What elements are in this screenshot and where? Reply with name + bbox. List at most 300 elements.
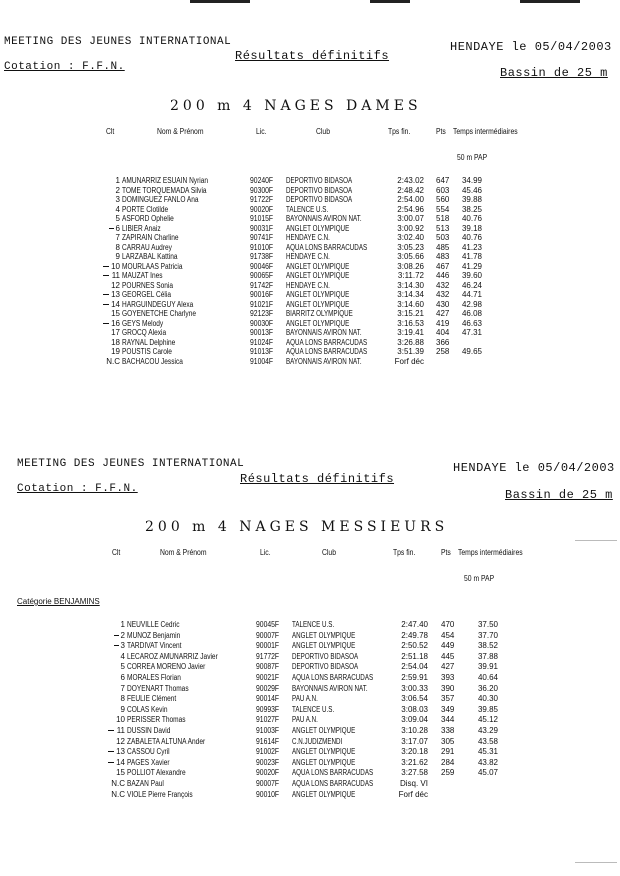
row-club: TALENCE U.S. xyxy=(292,704,335,714)
row-time: 2:47.40 xyxy=(401,620,428,629)
row-name: GROCQ Alexia xyxy=(122,328,167,337)
row-rank: 4 xyxy=(120,651,125,661)
row-rank: 4 xyxy=(115,204,120,214)
results-label: Résultats définitifs xyxy=(240,472,395,486)
row-split: 44.71 xyxy=(461,290,482,299)
row-points: 284 xyxy=(441,757,455,767)
row-rank: 15 xyxy=(111,309,120,318)
row-points: 430 xyxy=(436,299,450,309)
row-club: TALENCE U.S. xyxy=(286,204,329,214)
row-licence: 90029F xyxy=(256,683,280,693)
row-rank: 7 xyxy=(115,233,120,242)
row-points: 291 xyxy=(441,747,455,757)
row-rank: 6 xyxy=(115,223,120,233)
row-club: HENDAYE C.N. xyxy=(286,280,330,290)
event-title: 200 m 4 NAGES DAMES xyxy=(170,98,422,114)
row-time: 3:20.18 xyxy=(401,747,428,757)
row-rank: 2 xyxy=(120,630,125,640)
row-licence: 91015F xyxy=(250,214,274,223)
row-licence: 90087F xyxy=(256,662,280,672)
row-points: 554 xyxy=(436,204,450,214)
col-name: Nom & Prénom xyxy=(160,548,207,557)
row-licence: 91013F xyxy=(250,347,274,356)
table-row xyxy=(0,652,620,662)
row-club: DEPORTIVO BIDASOA xyxy=(286,176,353,185)
row-licence: 90046F xyxy=(250,261,274,271)
table-row xyxy=(0,726,620,736)
row-licence: 90023F xyxy=(256,757,280,767)
row-name: DUSSIN David xyxy=(127,726,171,735)
row-split: 40.76 xyxy=(461,214,482,223)
row-club: HENDAYE C.N. xyxy=(286,252,330,261)
row-club: ANGLET OLYMPIQUE xyxy=(292,789,356,799)
row-club: AQUA LONS BARRACUDAS xyxy=(292,768,374,778)
cotation: Cotation : F.F.N. xyxy=(17,483,138,495)
row-club: DEPORTIVO BIDASOA xyxy=(292,662,359,672)
row-rank: 15 xyxy=(116,768,125,778)
meet-title: MEETING DES JEUNES INTERNATIONAL xyxy=(17,458,245,470)
table-row xyxy=(0,747,620,757)
row-time: 3:14.60 xyxy=(397,299,424,309)
row-name: RAYNAL Delphine xyxy=(122,337,176,347)
table-row xyxy=(0,205,620,215)
row-licence: 92123F xyxy=(250,309,274,318)
row-time: 3:15.21 xyxy=(397,309,424,318)
col-club: Club xyxy=(316,127,330,136)
row-licence: 90020F xyxy=(250,204,274,214)
row-rank: 11 xyxy=(116,726,125,735)
pool-length: Bassin de 25 m xyxy=(500,66,608,80)
row-rank: 1 xyxy=(120,620,125,629)
row-licence: 90014F xyxy=(256,694,280,704)
row-time: 2:59.91 xyxy=(401,673,428,682)
row-time: 3:11.72 xyxy=(397,271,424,280)
col-licence: Lic. xyxy=(260,548,271,557)
row-points: 647 xyxy=(436,176,450,185)
row-split: 41.29 xyxy=(461,261,482,271)
row-time: 2:43.02 xyxy=(397,176,424,185)
results-label: Résultats définitifs xyxy=(235,49,390,63)
row-time: 3:19.41 xyxy=(397,328,424,337)
row-rank: 14 xyxy=(116,757,125,767)
row-name: AMUNARRIZ ESUAIN Nyrian xyxy=(122,176,209,185)
row-name: COLAS Kevin xyxy=(127,704,168,714)
row-rank: N.C xyxy=(111,779,125,788)
table-row xyxy=(0,790,620,800)
location-date: HENDAYE le 05/04/2003 xyxy=(450,40,612,54)
row-name: TOME TORQUEMADA Silvia xyxy=(122,185,207,195)
row-rank: 1 xyxy=(115,176,120,185)
row-points: 419 xyxy=(436,318,450,328)
row-licence: 90300F xyxy=(250,185,274,195)
row-name: TARDIVAT Vincent xyxy=(127,641,182,651)
row-rank: 3 xyxy=(115,195,120,204)
row-points: 258 xyxy=(436,347,450,356)
row-points: 259 xyxy=(441,768,455,778)
cotation: Cotation : F.F.N. xyxy=(4,61,125,73)
table-row xyxy=(0,328,620,338)
row-name: CASSOU Cyril xyxy=(127,747,170,757)
table-row xyxy=(0,662,620,672)
row-club: C.N.JUDIZMENDI xyxy=(292,736,343,746)
row-licence: 91010F xyxy=(250,242,274,252)
row-time: 2:54.04 xyxy=(401,662,428,672)
row-name: GOYENETCHE Charlyne xyxy=(122,309,197,318)
row-licence: 90016F xyxy=(250,290,274,299)
row-name: FEULIE Clément xyxy=(127,694,177,704)
row-points: 393 xyxy=(441,673,455,682)
table-row xyxy=(0,779,620,789)
row-licence: 91614F xyxy=(256,736,280,746)
row-points: 513 xyxy=(436,223,450,233)
row-rank: 13 xyxy=(111,290,120,299)
row-rank: 10 xyxy=(111,261,120,271)
col-points: Pts xyxy=(441,548,451,557)
row-rank: 12 xyxy=(116,736,125,746)
row-rank: 5 xyxy=(120,662,125,672)
row-club: ANGLET OLYMPIQUE xyxy=(286,223,350,233)
row-licence: 91004F xyxy=(250,356,274,366)
row-club: BAYONNAIS AVIRON NAT. xyxy=(292,683,368,693)
row-split: 40.76 xyxy=(461,233,482,242)
row-name: MORALES Florian xyxy=(127,673,181,682)
row-time: 3:09.04 xyxy=(401,715,428,725)
row-name: MUNOZ Benjamin xyxy=(127,630,181,640)
table-row xyxy=(0,347,620,357)
table-row xyxy=(0,271,620,281)
row-name: VIOLE Pierre François xyxy=(127,789,193,799)
row-time: 3:14.30 xyxy=(397,280,424,290)
table-row xyxy=(0,694,620,704)
row-rank: 14 xyxy=(111,299,120,309)
meet-title: MEETING DES JEUNES INTERNATIONAL xyxy=(4,36,232,48)
table-row xyxy=(0,195,620,205)
row-club: AQUA LONS BARRACUDAS xyxy=(292,673,374,682)
row-name: MAUZAT Ines xyxy=(122,271,163,280)
row-points: 432 xyxy=(436,280,450,290)
row-split: 42.98 xyxy=(461,299,482,309)
row-split: 38.25 xyxy=(461,204,482,214)
row-split: 41.23 xyxy=(461,242,482,252)
row-name: MOURLAAS Patricia xyxy=(122,261,183,271)
row-points: 445 xyxy=(441,651,455,661)
row-licence: 90993F xyxy=(256,704,280,714)
row-licence: 90741F xyxy=(250,233,274,242)
row-name: HARGUINDEGUY Alexa xyxy=(122,299,194,309)
row-split: 40.64 xyxy=(477,673,498,682)
row-club: ANGLET OLYMPIQUE xyxy=(286,299,350,309)
row-name: ZAPIRAIN Charline xyxy=(122,233,179,242)
row-points: 446 xyxy=(436,271,450,280)
row-rank: 3 xyxy=(120,641,125,651)
row-split: 37.50 xyxy=(477,620,498,629)
row-points: 338 xyxy=(441,726,455,735)
col-time: Tps fin. xyxy=(388,127,411,136)
col-rank: Clt xyxy=(112,548,121,557)
row-rank: 12 xyxy=(111,280,120,290)
row-name: DOYENART Thomas xyxy=(127,683,189,693)
row-name: DOMINGUEZ FANLO Ana xyxy=(122,195,199,204)
row-time: 3:08.26 xyxy=(397,261,424,271)
row-split: 45.31 xyxy=(477,747,498,757)
row-licence: 91024F xyxy=(250,337,274,347)
row-points: 357 xyxy=(441,694,455,704)
row-time: 2:54.00 xyxy=(397,195,424,204)
row-split: 41.78 xyxy=(461,252,482,261)
col-splits: Temps intermédiaires xyxy=(453,127,518,136)
row-points: 427 xyxy=(436,309,450,318)
row-time: 3:05.23 xyxy=(397,242,424,252)
row-time: 3:00.92 xyxy=(397,223,424,233)
table-row xyxy=(0,684,620,694)
row-time: 2:49.78 xyxy=(401,630,428,640)
col-time: Tps fin. xyxy=(393,548,416,557)
row-club: BIARRITZ OLYMPIQUE xyxy=(286,309,353,318)
row-rank: 9 xyxy=(120,704,125,714)
row-time: Disq. VI xyxy=(399,779,428,788)
row-name: LIBIER Anaiz xyxy=(122,223,161,233)
row-time: 2:50.52 xyxy=(401,641,428,651)
row-points: 432 xyxy=(436,290,450,299)
row-name: LECAROZ AMUNARRIZ Javier xyxy=(127,651,218,661)
row-licence: 90020F xyxy=(256,768,280,778)
row-club: AQUA LONS BARRACUDAS xyxy=(292,779,374,788)
row-club: BAYONNAIS AVIRON NAT. xyxy=(286,328,362,337)
row-split: 49.65 xyxy=(461,347,482,356)
row-licence: 91738F xyxy=(250,252,274,261)
row-rank: 11 xyxy=(111,271,120,280)
row-time: 3:00.33 xyxy=(401,683,428,693)
row-points: 344 xyxy=(441,715,455,725)
row-name: POLLIOT Alexandre xyxy=(127,768,186,778)
col-split-sub: 50 m PAP xyxy=(464,574,495,583)
col-licence: Lic. xyxy=(256,127,267,136)
col-rank: Clt xyxy=(106,127,115,136)
table-row xyxy=(0,768,620,778)
row-time: 3:21.62 xyxy=(401,757,428,767)
row-time: 2:51.18 xyxy=(401,651,428,661)
row-points: 560 xyxy=(436,195,450,204)
row-name: CORREA MORENO Javier xyxy=(127,662,206,672)
row-club: AQUA LONS BARRACUDAS xyxy=(286,242,368,252)
row-club: ANGLET OLYMPIQUE xyxy=(292,641,356,651)
row-rank: 2 xyxy=(115,185,120,195)
table-row xyxy=(0,705,620,715)
row-points: 483 xyxy=(436,252,450,261)
pool-length: Bassin de 25 m xyxy=(505,488,613,502)
row-name: GEYS Melody xyxy=(122,318,164,328)
row-split: 43.29 xyxy=(477,726,498,735)
row-points: 366 xyxy=(436,337,450,347)
row-club: BAYONNAIS AVIRON NAT. xyxy=(286,356,362,366)
row-split: 39.60 xyxy=(461,271,482,280)
row-split: 45.07 xyxy=(477,768,498,778)
row-rank: 8 xyxy=(120,694,125,704)
row-time: 3:26.88 xyxy=(397,337,424,347)
row-name: PAGES Xavier xyxy=(127,757,170,767)
table-row xyxy=(0,224,620,234)
col-split-sub: 50 m PAP xyxy=(457,153,488,162)
row-rank: 7 xyxy=(120,683,125,693)
row-licence: 91021F xyxy=(250,299,274,309)
row-club: ANGLET OLYMPIQUE xyxy=(292,630,356,640)
row-club: PAU A.N. xyxy=(292,694,318,704)
table-row xyxy=(0,620,620,630)
row-name: ASFORD Ophelie xyxy=(122,214,174,223)
table-row xyxy=(0,631,620,641)
category-label: Catégorie BENJAMINS xyxy=(17,597,100,606)
row-name: BACHACOU Jessica xyxy=(122,356,183,366)
row-club: DEPORTIVO BIDASOA xyxy=(286,185,353,195)
row-points: 305 xyxy=(441,736,455,746)
row-split: 45.46 xyxy=(461,185,482,195)
row-licence: 90240F xyxy=(250,176,274,185)
table-row xyxy=(0,737,620,747)
row-points: 349 xyxy=(441,704,455,714)
row-club: AQUA LONS BARRACUDAS xyxy=(286,347,368,356)
row-time: 3:10.28 xyxy=(401,726,428,735)
row-split: 37.88 xyxy=(477,651,498,661)
row-club: ANGLET OLYMPIQUE xyxy=(292,747,356,757)
row-split: 46.08 xyxy=(461,309,482,318)
row-points: 390 xyxy=(441,683,455,693)
row-rank: 17 xyxy=(111,328,120,337)
row-time: Forf déc xyxy=(394,356,424,366)
table-row xyxy=(0,309,620,319)
row-licence: 90031F xyxy=(250,223,274,233)
row-club: ANGLET OLYMPIQUE xyxy=(292,726,356,735)
row-rank: N.C xyxy=(111,789,125,799)
row-licence: 91722F xyxy=(250,195,274,204)
table-row xyxy=(0,233,620,243)
row-licence: 90013F xyxy=(250,328,274,337)
row-time: 3:06.54 xyxy=(401,694,428,704)
table-row xyxy=(0,176,620,186)
scan-artifact xyxy=(575,862,617,863)
row-split: 38.52 xyxy=(477,641,498,651)
row-time: 3:17.07 xyxy=(401,736,428,746)
col-splits: Temps intermédiaires xyxy=(458,548,523,557)
table-row xyxy=(0,186,620,196)
table-row xyxy=(0,243,620,253)
row-points: 603 xyxy=(436,185,450,195)
row-licence: 90001F xyxy=(256,641,280,651)
row-name: NEUVILLE Cedric xyxy=(127,620,180,629)
row-rank: 8 xyxy=(115,242,120,252)
row-points: 427 xyxy=(441,662,455,672)
row-split: 37.70 xyxy=(477,630,498,640)
row-licence: 91027F xyxy=(256,715,280,725)
row-split: 39.85 xyxy=(477,704,498,714)
row-split: 39.91 xyxy=(477,662,498,672)
scan-artifact xyxy=(575,540,617,541)
row-time: 2:48.42 xyxy=(397,185,424,195)
row-club: PAU A.N. xyxy=(292,715,318,725)
row-rank: 16 xyxy=(111,318,120,328)
row-name: PORTE Clotilde xyxy=(122,204,169,214)
col-name: Nom & Prénom xyxy=(157,127,204,136)
row-points: 470 xyxy=(441,620,455,629)
table-row xyxy=(0,758,620,768)
location-date: HENDAYE le 05/04/2003 xyxy=(453,461,615,475)
row-club: HENDAYE C.N. xyxy=(286,233,330,242)
row-time: 3:27.58 xyxy=(401,768,428,778)
row-licence: 90030F xyxy=(250,318,274,328)
row-time: 3:02.40 xyxy=(397,233,424,242)
row-points: 467 xyxy=(436,261,450,271)
row-rank: 19 xyxy=(111,347,120,356)
table-row xyxy=(0,214,620,224)
row-time: 3:16.53 xyxy=(397,318,424,328)
row-split: 46.24 xyxy=(461,280,482,290)
row-licence: 91742F xyxy=(250,280,274,290)
row-rank: 6 xyxy=(120,673,125,682)
scan-top-edge xyxy=(0,0,620,6)
row-rank: 13 xyxy=(116,747,125,757)
row-rank: N.C xyxy=(106,356,120,366)
row-club: TALENCE U.S. xyxy=(292,620,335,629)
row-licence: 91772F xyxy=(256,651,280,661)
row-time: 2:54.96 xyxy=(397,204,424,214)
row-licence: 90045F xyxy=(256,620,280,629)
row-club: ANGLET OLYMPIQUE xyxy=(286,290,350,299)
row-licence: 90007F xyxy=(256,630,280,640)
table-row xyxy=(0,357,620,367)
row-rank: 9 xyxy=(115,252,120,261)
row-club: DEPORTIVO BIDASOA xyxy=(292,651,359,661)
row-club: AQUA LONS BARRACUDAS xyxy=(286,337,368,347)
row-name: BAZAN Paul xyxy=(127,779,164,788)
table-row xyxy=(0,319,620,329)
col-club: Club xyxy=(322,548,336,557)
row-time: 3:05.66 xyxy=(397,252,424,261)
table-row xyxy=(0,300,620,310)
table-row xyxy=(0,673,620,683)
row-points: 503 xyxy=(436,233,450,242)
row-club: ANGLET OLYMPIQUE xyxy=(286,318,350,328)
row-rank: 18 xyxy=(111,337,120,347)
row-licence: 91002F xyxy=(256,747,280,757)
row-club: ANGLET OLYMPIQUE xyxy=(292,757,356,767)
row-time: Forf déc xyxy=(398,789,428,799)
row-points: 518 xyxy=(436,214,450,223)
col-points: Pts xyxy=(436,127,446,136)
row-licence: 90007F xyxy=(256,779,280,788)
row-licence: 90021F xyxy=(256,673,280,682)
row-name: POUSTIS Carole xyxy=(122,347,172,356)
row-time: 3:08.03 xyxy=(401,704,428,714)
row-points: 449 xyxy=(441,641,455,651)
row-name: GEORGEL Célia xyxy=(122,290,171,299)
row-name: POURNES Sonia xyxy=(122,280,174,290)
row-points: 454 xyxy=(441,630,455,640)
event-title: 200 m 4 NAGES MESSIEURS xyxy=(145,519,449,535)
row-licence: 90065F xyxy=(250,271,274,280)
table-row xyxy=(0,715,620,725)
row-licence: 91003F xyxy=(256,726,280,735)
table-row xyxy=(0,641,620,651)
row-split: 46.63 xyxy=(461,318,482,328)
row-split: 40.30 xyxy=(477,694,498,704)
table-row xyxy=(0,338,620,348)
row-split: 36.20 xyxy=(477,683,498,693)
row-split: 39.18 xyxy=(461,223,482,233)
row-split: 43.58 xyxy=(477,736,498,746)
row-rank: 5 xyxy=(115,214,120,223)
row-time: 3:51.39 xyxy=(397,347,424,356)
table-row xyxy=(0,290,620,300)
row-points: 404 xyxy=(436,328,450,337)
